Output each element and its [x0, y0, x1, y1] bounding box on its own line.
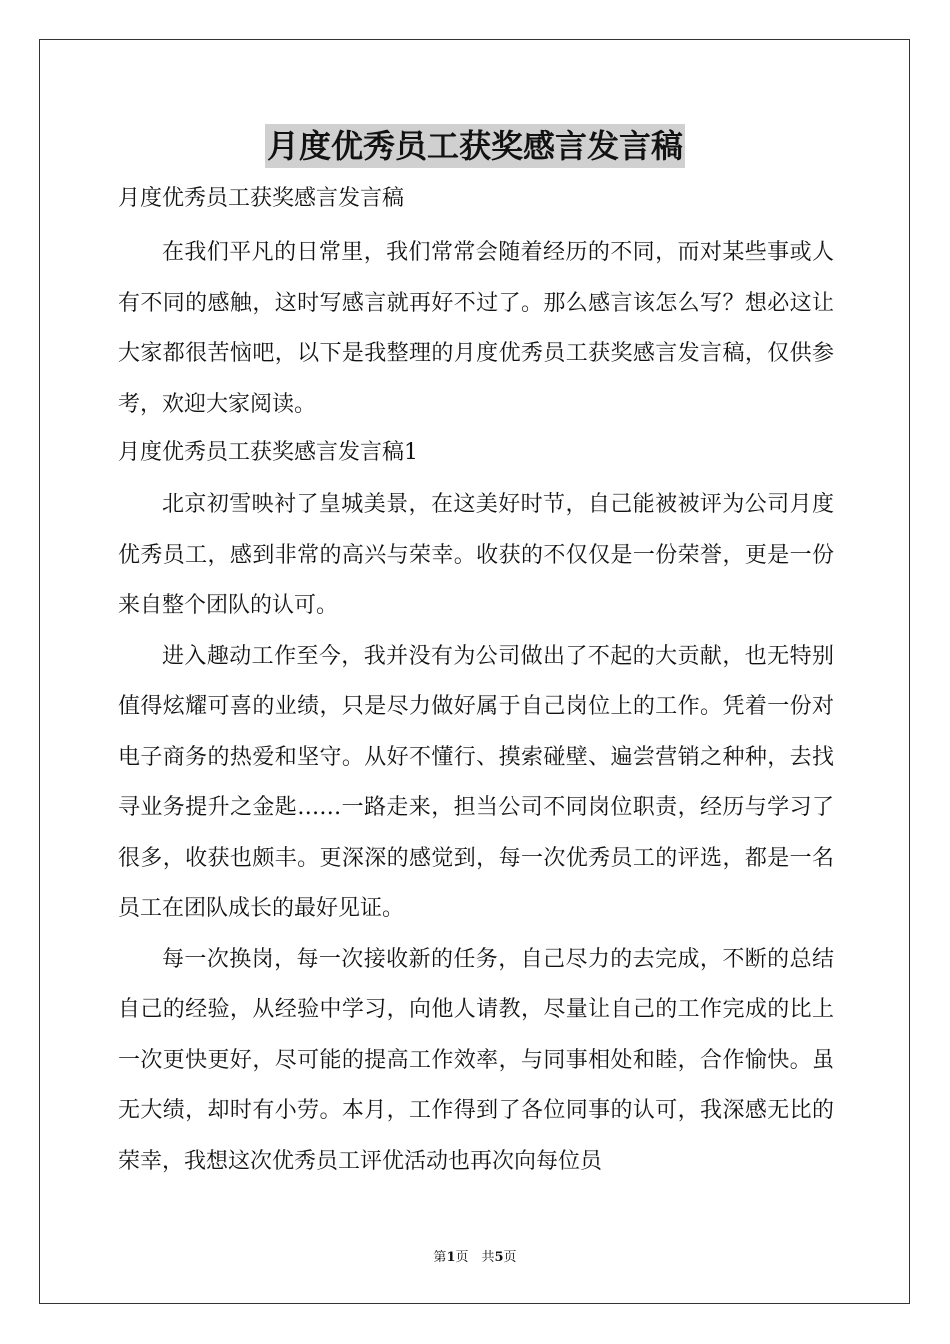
document-body	[118, 176, 834, 1187]
current-page-number: 1	[446, 1250, 456, 1265]
intro-paragraph: 在我们平凡的日常里，我们常常会随着经历的不同，而对某些事或人有不同的感触，这时写感言就再好不过了。那么感言该怎么写？想必这让大家都很苦恼吧，以下是我整理的月度优秀员工获奖感言发言稿，仅供参考，欢迎大家阅读。	[118, 240, 834, 417]
page-label-mid: 页 共	[455, 1250, 495, 1265]
title-container	[0, 124, 950, 168]
page-label-suffix: 页	[503, 1250, 517, 1265]
total-pages-number: 5	[494, 1250, 504, 1265]
section-heading: 月度优秀员工获奖感言发言稿	[118, 186, 405, 211]
body-paragraph: 进入趣动工作至今，我并没有为公司做出了不起的大贡献，也无特别值得炫耀可喜的业绩，只是尽力做好属于自己岗位上的工作。凭着一份对电子商务的热爱和坚守。从好不懂行、摸索碰壁、遍尝营销之种种，去找寻业务提升之金匙……一路走来，担当公司不同岗位职责，经历与学习了很多，收获也颇丰。更深深的感觉到，每一次优秀员工的评选，都是一名员工在团队成长的最好见证。	[118, 643, 834, 921]
document-title: 月度优秀员工获奖感言发言稿	[265, 124, 685, 168]
body-paragraph: 每一次换岗，每一次接收新的任务，自己尽力的去完成，不断的总结自己的经验，从经验中学习，向他人请教，尽量让自己的工作完成的比上一次更快更好，尽可能的提高工作效率，与同事相处和睦，合作愉快。虽无大绩，却时有小劳。本月，工作得到了各位同事的认可，我深感无比的荣幸，我想这次优秀员工评优活动也再次向每位员	[118, 946, 834, 1174]
page-label-prefix: 第	[433, 1250, 447, 1265]
body-paragraph: 北京初雪映衬了皇城美景，在这美好时节，自己能被被评为公司月度优秀员工，感到非常的高兴与荣幸。收获的不仅仅是一份荣誉，更是一份来自整个团队的认可。	[118, 492, 834, 618]
subsection-heading: 月度优秀员工获奖感言发言稿1	[118, 440, 418, 465]
page-footer	[0, 1246, 950, 1265]
